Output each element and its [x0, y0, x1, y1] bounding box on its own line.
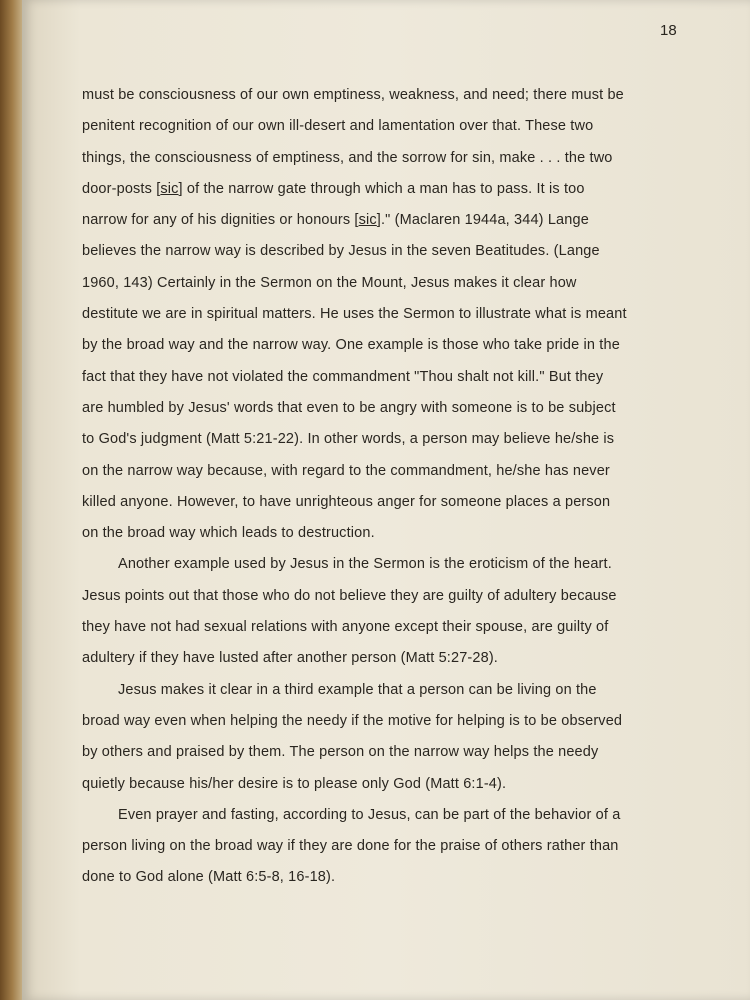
text-line: they have not had sexual relations with anyone except their spouse, are guilty of: [82, 619, 609, 636]
text-line: killed anyone. However, to have unrighteous anger for someone places a person: [82, 493, 611, 510]
text-line: on the broad way which leads to destruction.: [82, 525, 375, 542]
text-line: Another example used by Jesus in the Sermon is the eroticism of the heart.: [118, 556, 612, 573]
text-line: 1960, 143) Certainly in the Sermon on the Mount, Jesus makes it clear how: [82, 274, 577, 291]
page-number: 18: [660, 22, 677, 39]
text-line: by others and praised by them. The person on the narrow way helps the needy: [82, 744, 599, 761]
text-line: Even prayer and fasting, according to Jesus, can be part of the behavior of a: [118, 806, 621, 823]
text-line: fact that they have not violated the commandment "Thou shalt not kill." But they: [82, 368, 604, 385]
text-line: adultery if they have lusted after another person (Matt 5:27-28).: [82, 650, 498, 667]
text-line: destitute we are in spiritual matters. He uses the Sermon to illustrate what is meant: [82, 306, 627, 323]
text-line: quietly because his/her desire is to please only God (Matt 6:1-4).: [82, 775, 507, 792]
body-text: [82, 80, 686, 894]
text-line: are humbled by Jesus' words that even to be angry with someone is to be subject: [82, 399, 616, 416]
text-line: person living on the broad way if they are done for the praise of others rather than: [82, 838, 619, 855]
text-line: broad way even when helping the needy if the motive for helping is to be observed: [82, 712, 623, 729]
text-line: on the narrow way because, with regard to the commandment, he/she has never: [82, 462, 610, 479]
text-line: Jesus points out that those who do not believe they are guilty of adultery because: [82, 587, 617, 604]
text-line: narrow for any of his dignities or honours [sic]." (Maclaren 1944a, 344) Lange: [82, 212, 589, 229]
text-line: believes the narrow way is described by Jesus in the seven Beatitudes. (Lange: [82, 243, 600, 260]
text-line: must be consciousness of our own emptiness, weakness, and need; there must be: [82, 87, 624, 103]
book-page: [22, 0, 750, 1000]
text-line: door-posts [sic] of the narrow gate through which a man has to pass. It is too: [82, 180, 585, 197]
text-line: things, the consciousness of emptiness, and the sorrow for sin, make . . . the two: [82, 149, 613, 166]
text-line: penitent recognition of our own ill-desert and lamentation over that. These two: [82, 118, 594, 135]
text-line: Jesus makes it clear in a third example that a person can be living on the: [118, 681, 597, 698]
book-spine-edge: [0, 0, 22, 1000]
text-line: by the broad way and the narrow way. One example is those who take pride in the: [82, 337, 620, 354]
text-line: to God's judgment (Matt 5:21-22). In other words, a person may believe he/she is: [82, 431, 615, 448]
text-line: done to God alone (Matt 6:5-8, 16-18).: [82, 869, 336, 886]
